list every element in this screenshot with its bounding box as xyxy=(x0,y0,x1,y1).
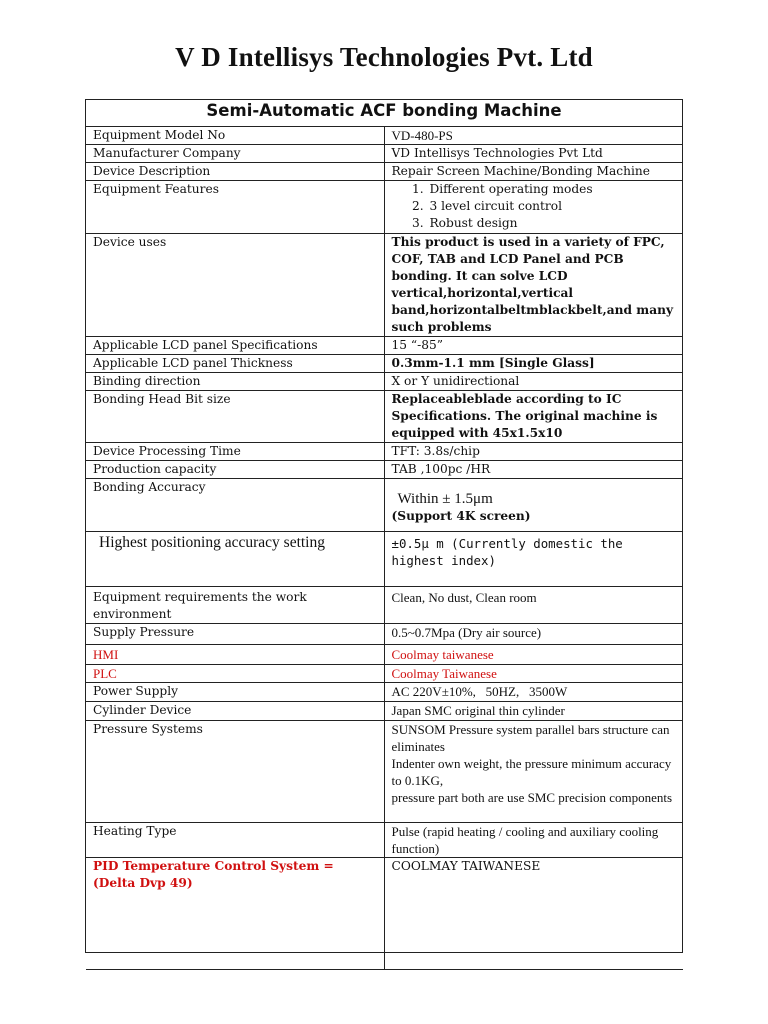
table-caption: Semi-Automatic ACF bonding Machine xyxy=(86,100,683,127)
spec-table xyxy=(85,99,683,970)
table-row xyxy=(86,858,683,953)
row-label: Highest positioning accuracy setting xyxy=(86,532,385,587)
table-row xyxy=(86,721,683,823)
row-value: Replaceableblade according to IC Specifications. The original machine is equipped with 45x1.5x10 xyxy=(384,391,683,443)
row-value: Japan SMC original thin cylinder xyxy=(384,702,683,721)
row-label: Binding direction xyxy=(86,373,385,391)
table-row xyxy=(86,443,683,461)
table-row xyxy=(86,181,683,234)
row-label: Device Processing Time xyxy=(86,443,385,461)
table-caption-row xyxy=(86,100,683,127)
table-row xyxy=(86,234,683,337)
row-value: ±0.5μ m (Currently domestic the highest index) xyxy=(384,532,683,587)
row-label: Bonding Head Bit size xyxy=(86,391,385,443)
row-label: Applicable LCD panel Thickness xyxy=(86,355,385,373)
table-row xyxy=(86,624,683,645)
row-label: Power Supply xyxy=(86,683,385,702)
table-row xyxy=(86,702,683,721)
table-row xyxy=(86,532,683,587)
table-row xyxy=(86,163,683,181)
table-row xyxy=(86,461,683,479)
row-value xyxy=(384,721,683,823)
pressure-line: Indenter own weight, the pressure minimum accuracy to 0.1KG, xyxy=(391,756,672,788)
table-row xyxy=(86,127,683,145)
list-item: 2. 3 level circuit control xyxy=(428,198,676,215)
row-value: VD Intellisys Technologies Pvt Ltd xyxy=(384,145,683,163)
row-value: 0.3mm-1.1 mm [Single Glass] xyxy=(384,355,683,373)
row-value: Repair Screen Machine/Bonding Machine xyxy=(384,163,683,181)
blank-cell xyxy=(86,953,385,970)
blank-cell xyxy=(384,953,683,970)
document-title: V D Intellisys Technologies Pvt. Ltd xyxy=(175,42,593,72)
row-value: Coolmay Taiwanese xyxy=(384,665,683,683)
pressure-line: SUNSOM Pressure system parallel bars structure can eliminates xyxy=(391,722,670,754)
row-label: Applicable LCD panel Specifications xyxy=(86,337,385,355)
row-label: Manufacturer Company xyxy=(86,145,385,163)
table-row xyxy=(86,391,683,443)
row-label: Equipment Model No xyxy=(86,127,385,145)
table-row xyxy=(86,479,683,532)
row-value: Pulse (rapid heating / cooling and auxiliary cooling function) xyxy=(384,823,683,858)
row-value: COOLMAY TAIWANESE xyxy=(384,858,683,953)
table-row xyxy=(86,645,683,665)
row-value xyxy=(384,479,683,532)
row-value: 0.5~0.7Mpa (Dry air source) xyxy=(384,624,683,645)
row-label: PLC xyxy=(86,665,385,683)
list-item: 3. Robust design xyxy=(428,215,676,232)
table-row xyxy=(86,665,683,683)
row-value: Coolmay taiwanese xyxy=(384,645,683,665)
row-label: PID Temperature Control System = (Delta Dvp 49) xyxy=(86,858,385,953)
row-value: TAB ,100pc /HR xyxy=(384,461,683,479)
row-label: Cylinder Device xyxy=(86,702,385,721)
table-row xyxy=(86,355,683,373)
row-label: Bonding Accuracy xyxy=(86,479,385,532)
row-value: Clean, No dust, Clean room xyxy=(384,587,683,624)
table-row-blank xyxy=(86,953,683,970)
table-row xyxy=(86,823,683,858)
pressure-line: pressure part both are use SMC precision components xyxy=(391,790,673,805)
row-label: Supply Pressure xyxy=(86,624,385,645)
row-value: This product is used in a variety of FPC, COF, TAB and LCD Panel and PCB bonding. It can solve LCD vertical,horizontal,vertical band,horizontalbeltmblackbelt,and many such problems xyxy=(384,234,683,337)
feature-list xyxy=(392,181,676,232)
row-label: HMI xyxy=(86,645,385,665)
row-value xyxy=(384,181,683,234)
table-row xyxy=(86,373,683,391)
row-label: Equipment requirements the work environment xyxy=(86,587,385,624)
row-value: X or Y unidirectional xyxy=(384,373,683,391)
row-label: Heating Type xyxy=(86,823,385,858)
row-value: AC 220V±10%, 50HZ, 3500W xyxy=(384,683,683,702)
row-value: TFT: 3.8s/chip xyxy=(384,443,683,461)
accuracy-value: Within ± 1.5μm xyxy=(397,491,493,507)
row-label: Pressure Systems xyxy=(86,721,385,823)
table-row xyxy=(86,145,683,163)
row-label: Device uses xyxy=(86,234,385,337)
row-value: VD-480-PS xyxy=(384,127,683,145)
table-row xyxy=(86,587,683,624)
accuracy-note: (Support 4K screen) xyxy=(391,509,531,523)
table-row xyxy=(86,337,683,355)
row-value: 15 “-85” xyxy=(384,337,683,355)
table-row xyxy=(86,683,683,702)
row-label: Production capacity xyxy=(86,461,385,479)
row-label: Equipment Features xyxy=(86,181,385,234)
row-label: Device Description xyxy=(86,163,385,181)
list-item: 1. Different operating modes xyxy=(428,181,676,198)
